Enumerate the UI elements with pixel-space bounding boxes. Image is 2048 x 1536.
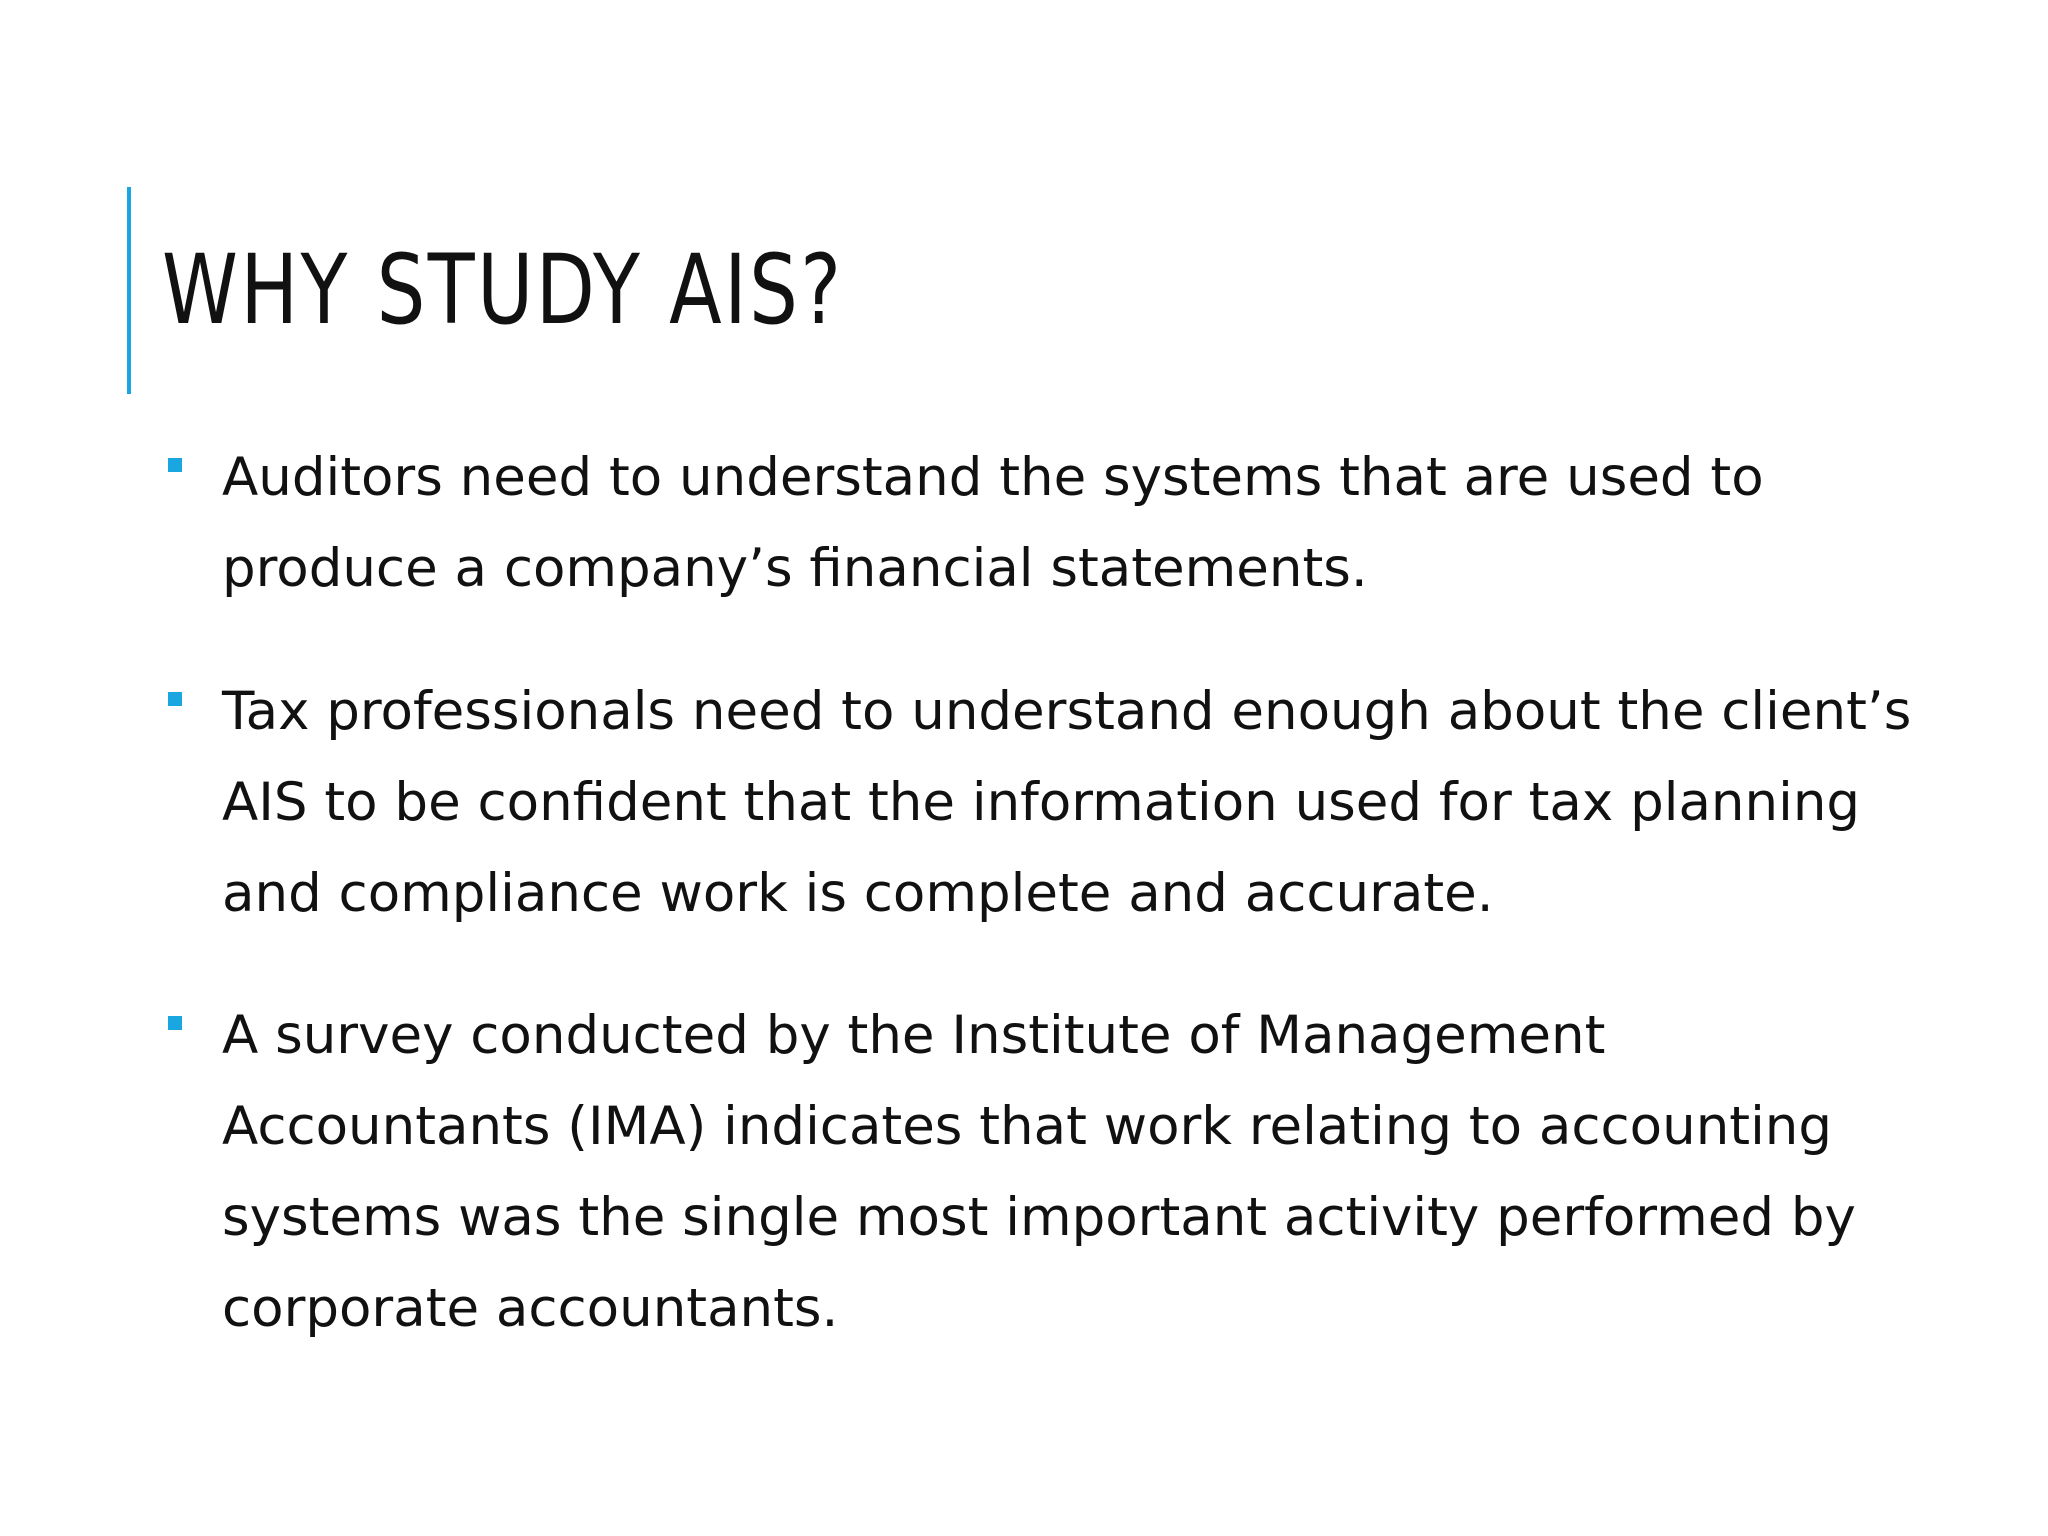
bullet-text: Auditors need to understand the systems that are used to produce a company’s financial statements. (222, 447, 1764, 599)
square-bullet-icon (168, 458, 182, 472)
slide-title: WHY STUDY AIS? (162, 234, 844, 346)
square-bullet-icon (168, 1016, 182, 1030)
bullet-text: A survey conducted by the Institute of Management Accountants (IMA) indicates that work relating to accounting systems was the single most important activity performed by corporate accountants. (222, 1005, 1856, 1339)
square-bullet-icon (168, 692, 182, 706)
title-accent-bar (127, 187, 131, 394)
bullet-text: Tax professionals need to understand enough about the client’s AIS to be confident that the information used for tax planning and compliance work is complete and accurate. (222, 681, 1912, 924)
